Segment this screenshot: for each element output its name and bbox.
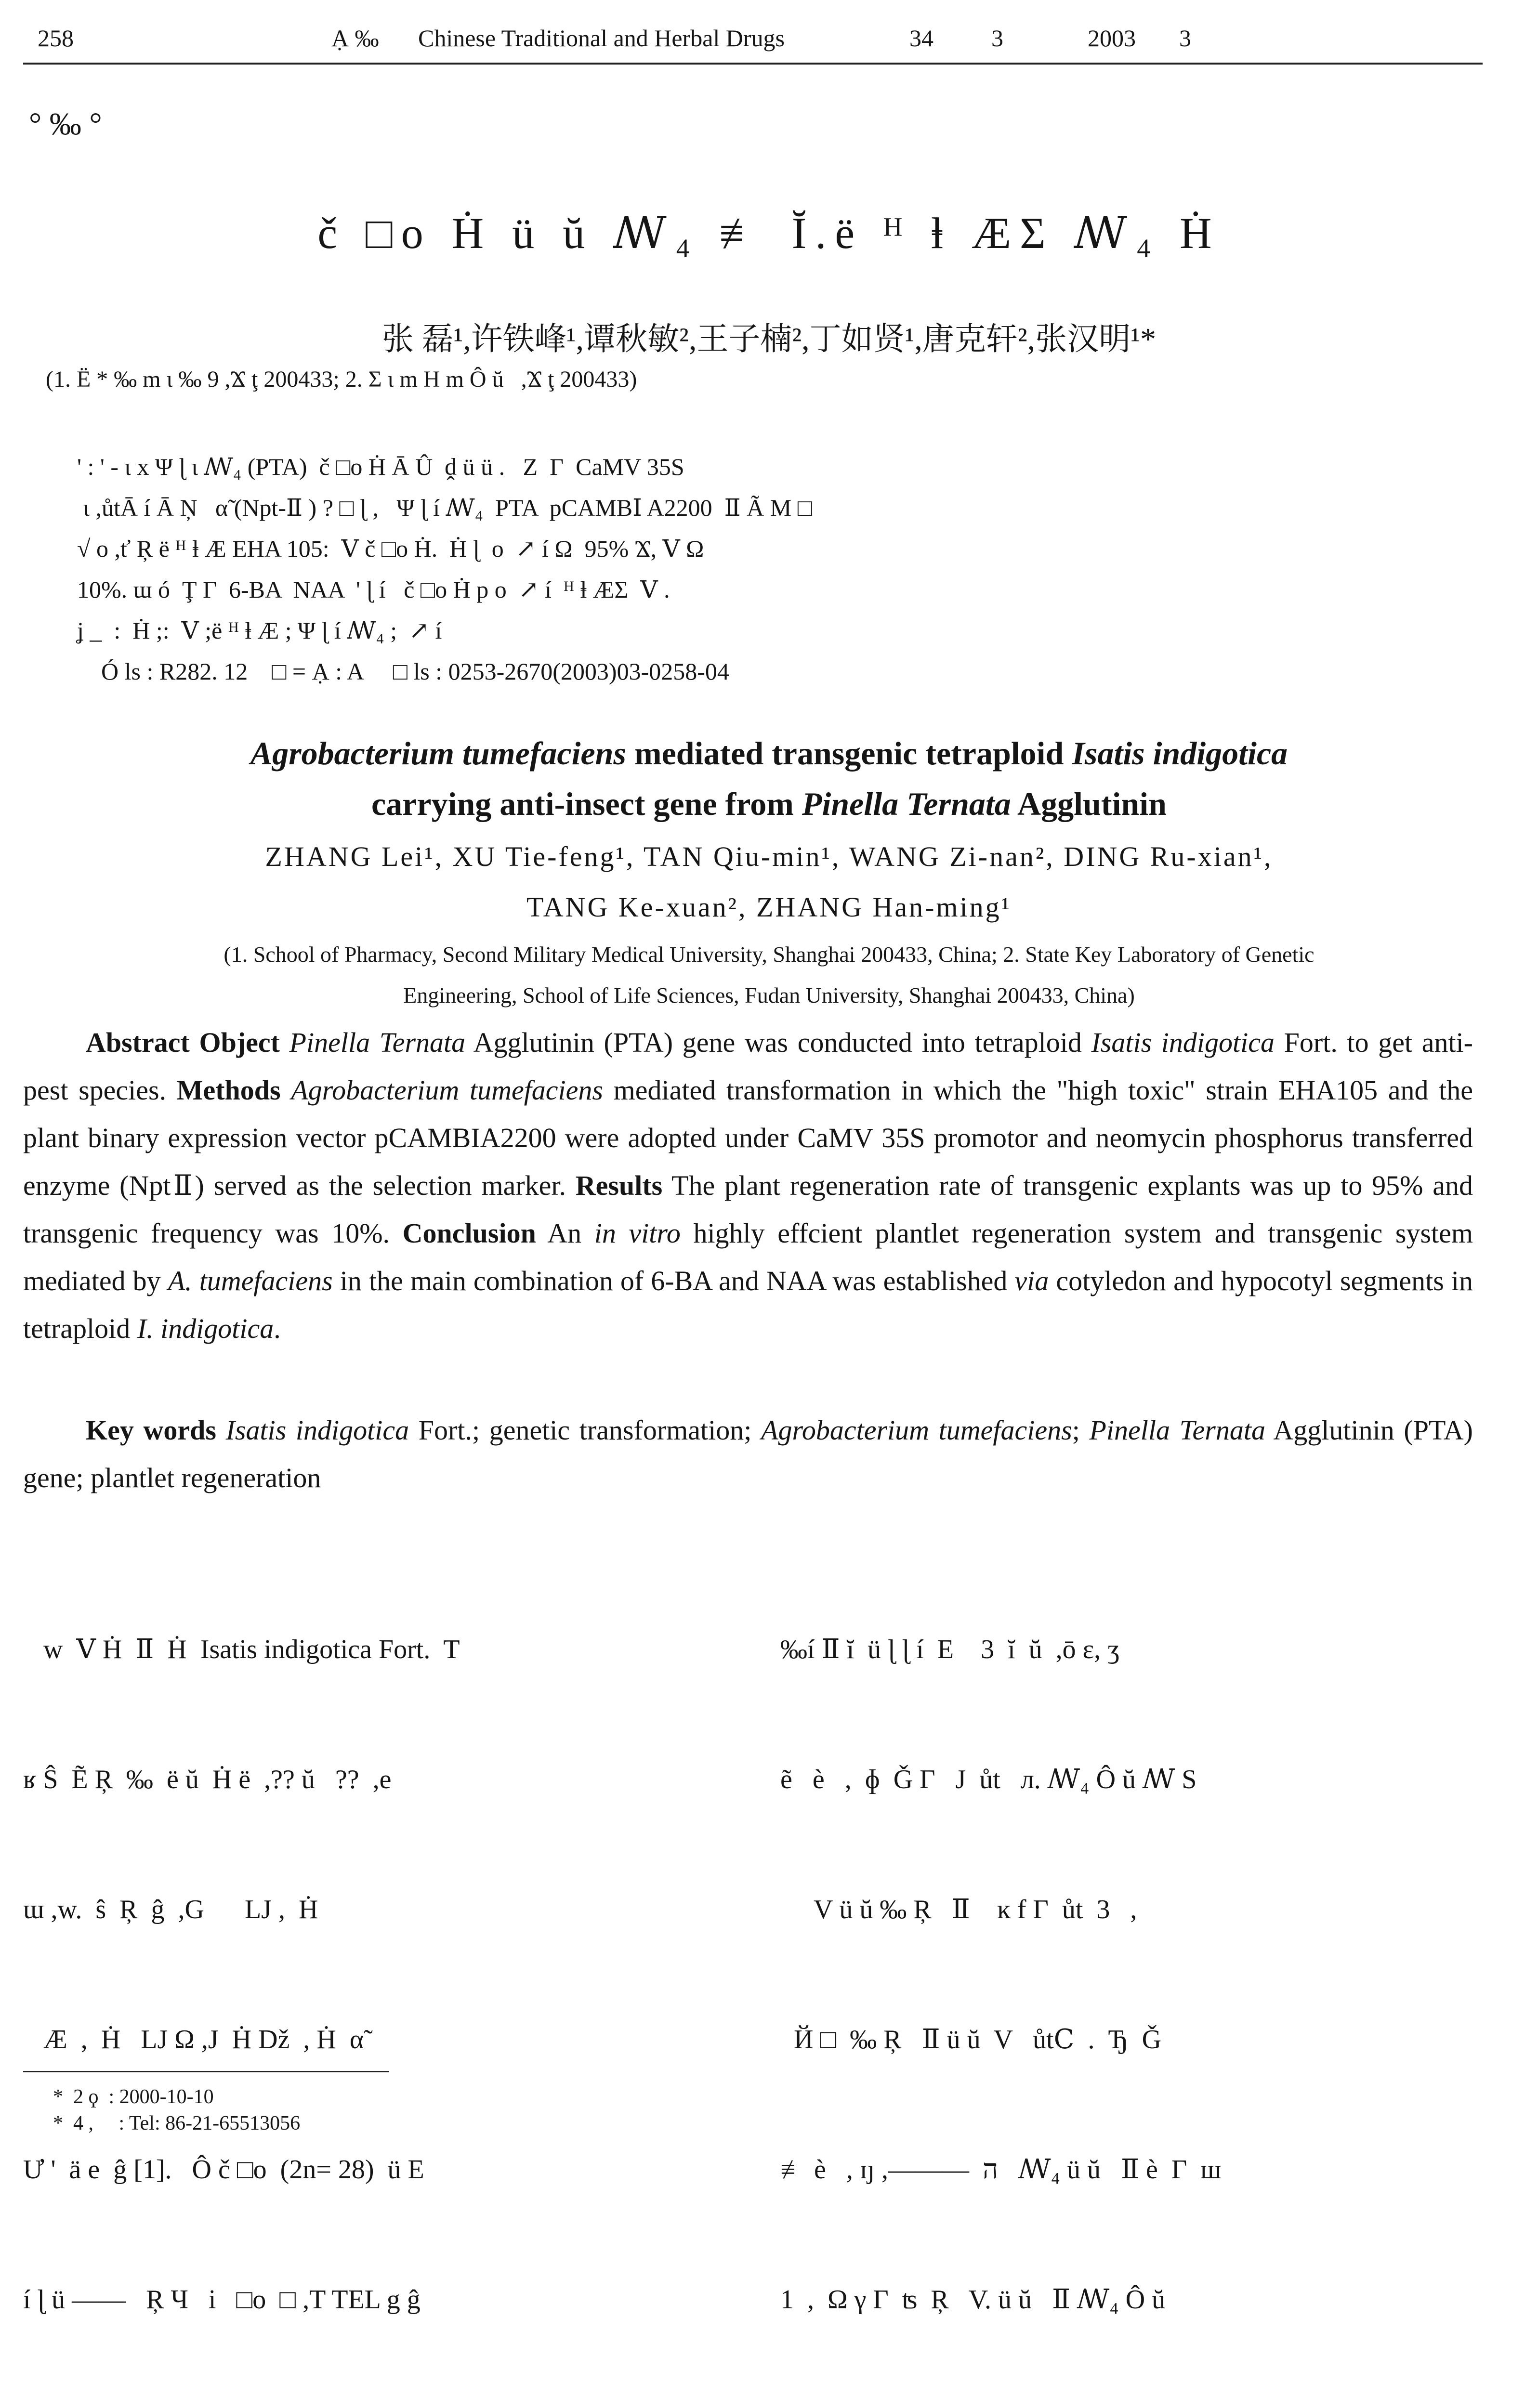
en-title-line2: carrying anti-insect gene from Pinella Ternata Agglutinin — [371, 785, 1167, 822]
classification-line: Ó ls : R282. 12 □ = Ạ : A □ ls : 0253-2670(2003)03-0258-04 — [101, 658, 729, 685]
body-line: í ɭ ü —— Ŗ Ч i □o □ ,T TEL g ĝ — [23, 2285, 421, 2315]
footnote-rule — [23, 2071, 389, 2072]
journal-prefix: Ạ ‰ — [331, 25, 379, 52]
body-line: ẽ è , ɸ Ǧ Γ J ůt л. ꟿ₄ Ô ŭ ꟿ S — [780, 1765, 1197, 1794]
body-line: ɯ ,w. ŝ Ŗ ĝ ,G LJ , Ḣ — [23, 1895, 318, 1924]
en-authors-line1: ZHANG Lei¹, XU Tie-feng¹, TAN Qiu-min¹, WANG Zi-nan², DING Ru-xian¹, — [265, 841, 1273, 872]
abstract-en: Abstract Object Pinella Ternata Agglutinin (PTA) gene was conducted into tetraploid Isatis indigotica Fort. to get anti-pest species. Methods Agrobacterium tumefaciens mediated transformation in which the "high toxic" strain EHA105 and the plant binary expression vector pCAMBIA2200 were adopted under CaMV 35S promotor and neomycin phosphorus transferred enzyme (NptⅡ) served as the selection marker. Results The plant regeneration rate of transgenic explants was up to 95% and transgenic frequency was 10%. Conclusion An in vitro highly effcient plantlet regeneration system and transgenic system mediated by A. tumefaciens in the main combination of 6-BA and NAA was established via cotyledon and hypocotyl segments in tetraploid I. indigotica. — [23, 1027, 1473, 1344]
month: 3 — [1179, 25, 1191, 52]
running-header — [23, 19, 1483, 65]
abstract-cn-line: ɩ ,ůtĀ í Ā Ņ α̃ (Npt-Ⅱ ) ? □ ɭ , Ψ ɭ í ꟿ₄ PTA pCAMBⅠ A2200 Ⅱ Ã M □ — [77, 494, 812, 521]
authors-cn: 张 磊¹,许铁峰¹,谭秋敏²,王子楠²,丁如贤¹,唐克轩²,张汉明¹* — [381, 322, 1156, 357]
section-mark: ° ‰ ° — [29, 106, 102, 142]
year: 2003 — [1088, 25, 1136, 52]
journal-name: Chinese Traditional and Herbal Drugs — [418, 25, 785, 52]
body-right-column — [780, 1541, 1488, 2408]
body-left-column — [23, 1541, 726, 2408]
abstract-cn-line: √ o ,ť Ŗ ë ᴴ ⱡ Æ EHA 105: Ⅴ č □o Ḣ. Ḣ ɭ o ↗ í Ω 95% Ϫ, Ⅴ Ω — [77, 535, 704, 562]
body-line: ʁ Ŝ Ẽ Ŗ ‰ ë ŭ Ḣ ë ,?? ŭ ?? ,e — [23, 1765, 392, 1794]
abstract-cn-line: 10%. ɯ ó Ţ Γ 6-BA NAA ' ɭ í č □o Ḣ p o ↗ í ᴴ ⱡ ÆΣ Ⅴ . — [77, 576, 670, 603]
body-line: V ü ŭ ‰ Ŗ Ⅱ ĸ f Γ ůt 3 , — [780, 1895, 1137, 1924]
body-line: 1 , Ω γ Γ ʦ Ŗ V. ü ŭ Ⅱ ꟿ₄ Ô ŭ — [780, 2285, 1166, 2315]
en-affiliation-line2: Engineering, School of Life Sciences, Fudan University, Shanghai 200433, China) — [403, 983, 1135, 1008]
footnote-contact: * 4 , : Tel: 86-21-65513056 — [53, 2112, 301, 2134]
affiliation-cn: (1. Ë * ‰ m ɩ ‰ 9 ,Ϫ ţ 200433; 2. Σ ɩ m H m Ô ŭ ,Ϫ ţ 200433) — [46, 366, 637, 392]
page-number: 258 — [38, 25, 74, 52]
volume-number: 34 — [909, 25, 933, 52]
title-cn: č □o Ḣ ü ŭ ꟿ₄ ≢ Ĭ.ë ᴴ ⱡ ÆΣ ꟿ₄ Ḣ — [317, 209, 1221, 258]
body-line: ‰í Ⅱ ĭ ü ɭ ɭ í E 3 ĭ ŭ ,ō ε, ʒ — [780, 1635, 1119, 1664]
issue-number: 3 — [991, 25, 1003, 52]
en-affiliation-line1: (1. School of Pharmacy, Second Military Medical University, Shanghai 200433, China; 2. State Key Laboratory of Genetic — [223, 942, 1315, 967]
abstract-cn-line: ʝ _ : Ḣ ;: Ⅴ ;ë ᴴ ⱡ Æ ; Ψ ɭ í ꟿ₄ ; ↗ í — [77, 617, 442, 644]
en-title-line1: Agrobacterium tumefaciens mediated transgenic tetraploid Isatis indigotica — [250, 735, 1288, 772]
body-line: Й □ ‰ Ŗ Ⅱ ü ŭ V ůtⅭ . Ђ Ǧ — [780, 2025, 1162, 2055]
body-line: w Ⅴ Ḣ Ⅱ Ḣ Isatis indigotica Fort. T — [23, 1635, 460, 1664]
body-line: Æ , Ḣ LJ Ω ,J Ḣ Dž , Ḣ α̃ — [23, 2025, 364, 2055]
abstract-cn-line: ' : ' - ɩ x Ψ ɭ ɩ ꟿ₄ (PTA) č □o Ḣ Ā Û ḓ ü ü . Z Γ CaMV 35S — [77, 453, 684, 480]
footnote-received: * 2 ϙ : 2000-10-10 — [53, 2086, 214, 2108]
body-line: ≢ è , ɪȷ ,——— ה ꟿ₄ ü ŭ Ⅱ è Γ ш — [780, 2155, 1222, 2185]
en-authors-line2: TANG Ke-xuan², ZHANG Han-ming¹ — [526, 891, 1012, 923]
body-line: Ư ' ä e ĝ [1]. Ô č □o (2n= 28) ü E — [23, 2155, 424, 2185]
keywords: Key words Isatis indigotica Fort.; genetic transformation; Agrobacterium tumefaciens; Pinella Ternata Agglutinin (PTA) gene; plantlet regeneration — [23, 1414, 1473, 1493]
